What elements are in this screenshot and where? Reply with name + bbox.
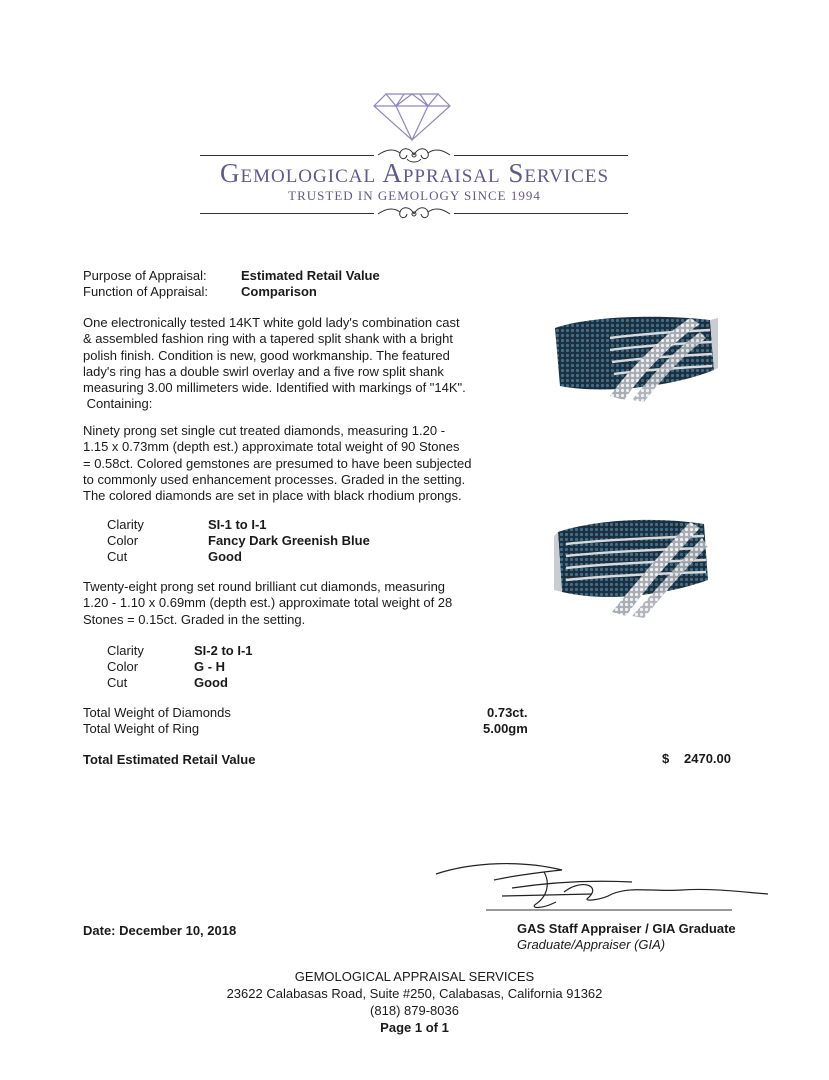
grade-label: Cut (107, 549, 128, 564)
scroll-ornament-icon (374, 202, 454, 226)
appraisal-date: Date: December 10, 2018 (83, 923, 237, 938)
stones-line: Twenty-eight prong set round brilliant cut diamonds, measuring (83, 579, 446, 594)
stones-2-description (83, 579, 523, 628)
total-ring-label: Total Weight of Ring (83, 721, 200, 736)
appraiser-title: GAS Staff Appraiser / GIA Graduate (517, 921, 736, 936)
stones-line: Stones = 0.15ct. Graded in the setting. (83, 611, 306, 627)
grade-label: Color (107, 659, 139, 674)
header-top-rule (200, 155, 374, 156)
stones-1-description (83, 423, 523, 504)
header-top-rule (454, 155, 628, 156)
footer-address: 23622 Calabasas Road, Suite #250, Calabasas, California 91362 (226, 986, 603, 1001)
company-name: Gemological Appraisal Services (219, 158, 610, 188)
function-value: Comparison (241, 284, 317, 299)
description-line: One electronically tested 14KT white gold lady's combination cast (83, 315, 460, 330)
grade-value: Good (194, 675, 228, 690)
ring-photo-bottom (554, 512, 716, 620)
appraiser-subtitle: Graduate/Appraiser (GIA) (517, 937, 666, 952)
grade-label: Cut (107, 675, 128, 690)
footer-phone: (818) 879-8036 (370, 1003, 459, 1018)
diamond-logo-icon (372, 90, 452, 142)
grade-value: Fancy Dark Greenish Blue (208, 533, 370, 548)
footer-company: GEMOLOGICAL APPRAISAL SERVICES (294, 969, 535, 984)
description-line: & assembled fashion ring with a tapered split shank with a bright (83, 331, 453, 347)
grade-label: Color (107, 533, 139, 548)
description-line: Containing: (83, 396, 153, 412)
header-bottom-rule (454, 213, 628, 214)
signature-icon (432, 852, 772, 920)
description-line: measuring 3.00 millimeters wide. Identified with markings of "14K". (83, 380, 466, 396)
description-line: polish finish. Condition is new, good workmanship. The featured (83, 347, 450, 363)
total-diamonds-label: Total Weight of Diamonds (83, 705, 231, 720)
ring-photo-top (550, 308, 718, 403)
purpose-label: Purpose of Appraisal: (83, 268, 207, 283)
description-line: lady's ring has a double swirl overlay and a five row split shank (83, 363, 444, 379)
stones-line: = 0.58ct. Colored gemstones are presumed to have been subjected (83, 455, 472, 471)
grade-label: Clarity (107, 643, 144, 658)
total-retail-label: Total Estimated Retail Value (83, 752, 256, 767)
function-label: Function of Appraisal: (83, 284, 209, 299)
total-diamonds-value: 0.73ct. (487, 705, 528, 720)
page-number: Page 1 of 1 (380, 1020, 449, 1035)
company-tagline: TRUSTED IN GEMOLOGY SINCE 1994 (288, 188, 541, 203)
stones-line: 1.15 x 0.73mm (depth est.) approximate total weight of 90 Stones (83, 439, 460, 455)
grade-value: Good (208, 549, 242, 564)
retail-value: 2470.00 (684, 751, 731, 766)
grade-label: Clarity (107, 517, 144, 532)
total-ring-value: 5.00gm (483, 721, 528, 736)
grade-value: G - H (194, 659, 226, 674)
stones-line: Ninety prong set single cut treated diamonds, measuring 1.20 - (83, 423, 446, 438)
purpose-value: Estimated Retail Value (241, 268, 380, 283)
grade-value: SI-2 to I-1 (194, 643, 253, 658)
grade-value: SI-1 to I-1 (208, 517, 267, 532)
stones-line: 1.20 - 1.10 x 0.69mm (depth est.) approximate total weight of 28 (83, 595, 453, 611)
stones-line: The colored diamonds are set in place with black rhodium prongs. (83, 488, 462, 504)
header-bottom-rule (200, 213, 374, 214)
retail-currency: $ (662, 751, 670, 766)
item-description (83, 315, 523, 413)
stones-line: to commonly used enhancement processes. Graded in the setting. (83, 471, 466, 487)
